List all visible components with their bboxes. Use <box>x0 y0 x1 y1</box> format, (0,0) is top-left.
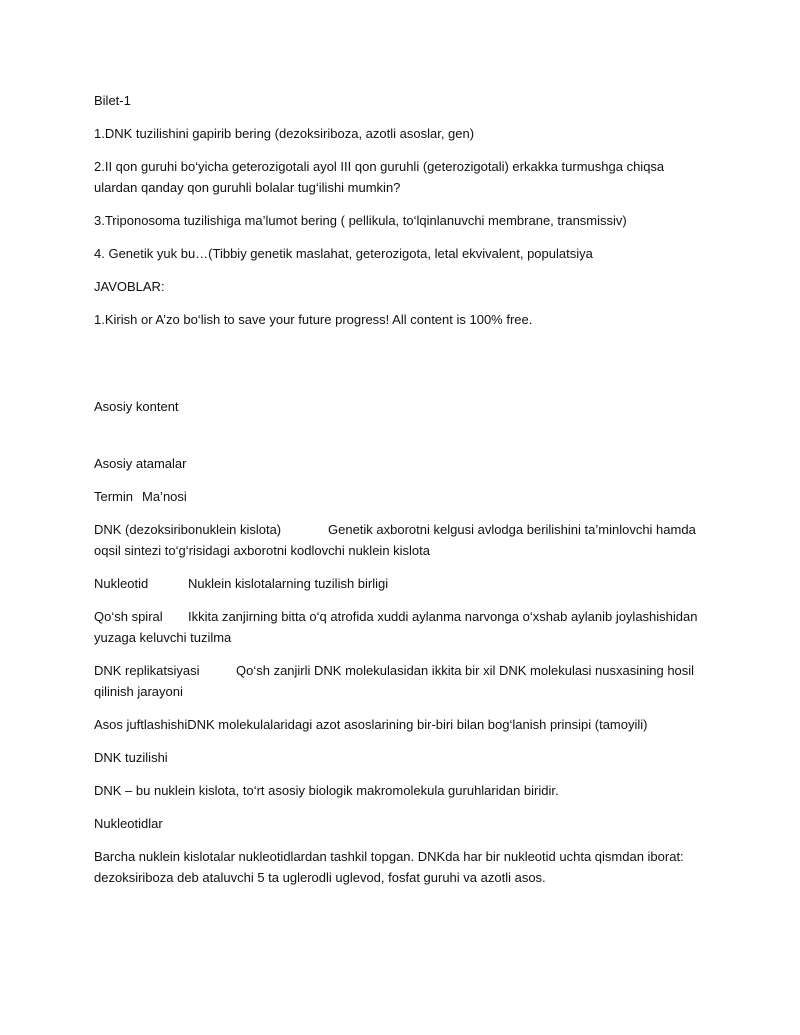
section-heading-nucleotides: Nukleotidlar <box>94 816 163 831</box>
term-meaning: Nuklein kislotalarning tuzilish birligi <box>188 576 389 591</box>
main-content-heading: Asosiy kontent <box>94 399 179 414</box>
question-1: 1.DNK tuzilishini gapirib bering (dezoksiriboza, azotli asoslar, gen) <box>94 126 475 141</box>
term-row <box>94 714 709 735</box>
term-column-header: Termin <box>94 489 134 504</box>
term-name: Nukleotid <box>94 576 149 591</box>
terms-table-header <box>94 486 709 507</box>
question-3: 3.Triponosoma tuzilishiga ma’lumot bering ( pellikula, to‘lqinlanuvchi membrane, transmissiv) <box>94 213 627 228</box>
section-text-dnk: DNK – bu nuklein kislota, to‘rt asosiy biologik makromolekula guruhlaridan biridir. <box>94 783 559 798</box>
term-row <box>94 606 709 648</box>
question-2: 2.II qon guruhi bo‘yicha geterozigotali ayol III qon guruhli (geterozigotali) erkakka turmushga chiqsa ulardan qanday qon guruhli bolalar tug‘ilishi mumkin? <box>94 159 665 195</box>
term-meaning: Qo‘sh zanjirli DNK molekulasidan ikkita bir xil DNK molekulasi nusxasining hosil qilinish jarayoni <box>94 663 695 699</box>
answers-heading: JAVOBLAR: <box>94 279 165 294</box>
spacer <box>94 429 709 453</box>
ticket-title: Bilet-1 <box>94 93 131 108</box>
spacer <box>94 342 709 396</box>
answer-1: 1.Kirish or A’zo bo‘lish to save your future progress! All content is 100% free. <box>94 312 533 327</box>
section-text-nucleotides: Barcha nuklein kislotalar nukleotidlardan tashkil topgan. DNKda har bir nukleotid uchta qismdan iborat: dezoksiriboza deb ataluvchi 5 ta uglerodli uglevod, fosfat guruhi va azotli asos. <box>94 849 684 885</box>
term-meaning: Genetik axborotni kelgusi avlodga berilishini ta’minlovchi hamda oqsil sintezi to‘g‘risidagi axborotni kodlovchi nuklein kislota <box>94 522 696 558</box>
term-name: Asos juftlashishi <box>94 717 188 732</box>
section-heading-dnk: DNK tuzilishi <box>94 750 168 765</box>
term-row <box>94 660 709 702</box>
term-name: DNK replikatsiyasi <box>94 663 200 678</box>
term-meaning: DNK molekulalaridagi azot asoslarining bir-biri bilan bog‘lanish prinsipi (tamoyili) <box>187 717 648 732</box>
meaning-column-header: Ma’nosi <box>142 489 187 504</box>
term-row <box>94 519 709 561</box>
question-4: 4. Genetik yuk bu…(Tibbiy genetik maslahat, geterozigota, letal ekvivalent, populatsiya <box>94 246 593 261</box>
term-name: Qo‘sh spiral <box>94 609 163 624</box>
term-name: DNK (dezoksiribonuklein kislota) <box>94 522 282 537</box>
term-row <box>94 573 709 594</box>
term-meaning: Ikkita zanjirning bitta o‘q atrofida xuddi aylanma narvonga o‘xshab aylanib joylashishidan yuzaga keluvchi tuzilma <box>94 609 698 645</box>
document-content <box>94 90 709 900</box>
terms-heading: Asosiy atamalar <box>94 456 187 471</box>
